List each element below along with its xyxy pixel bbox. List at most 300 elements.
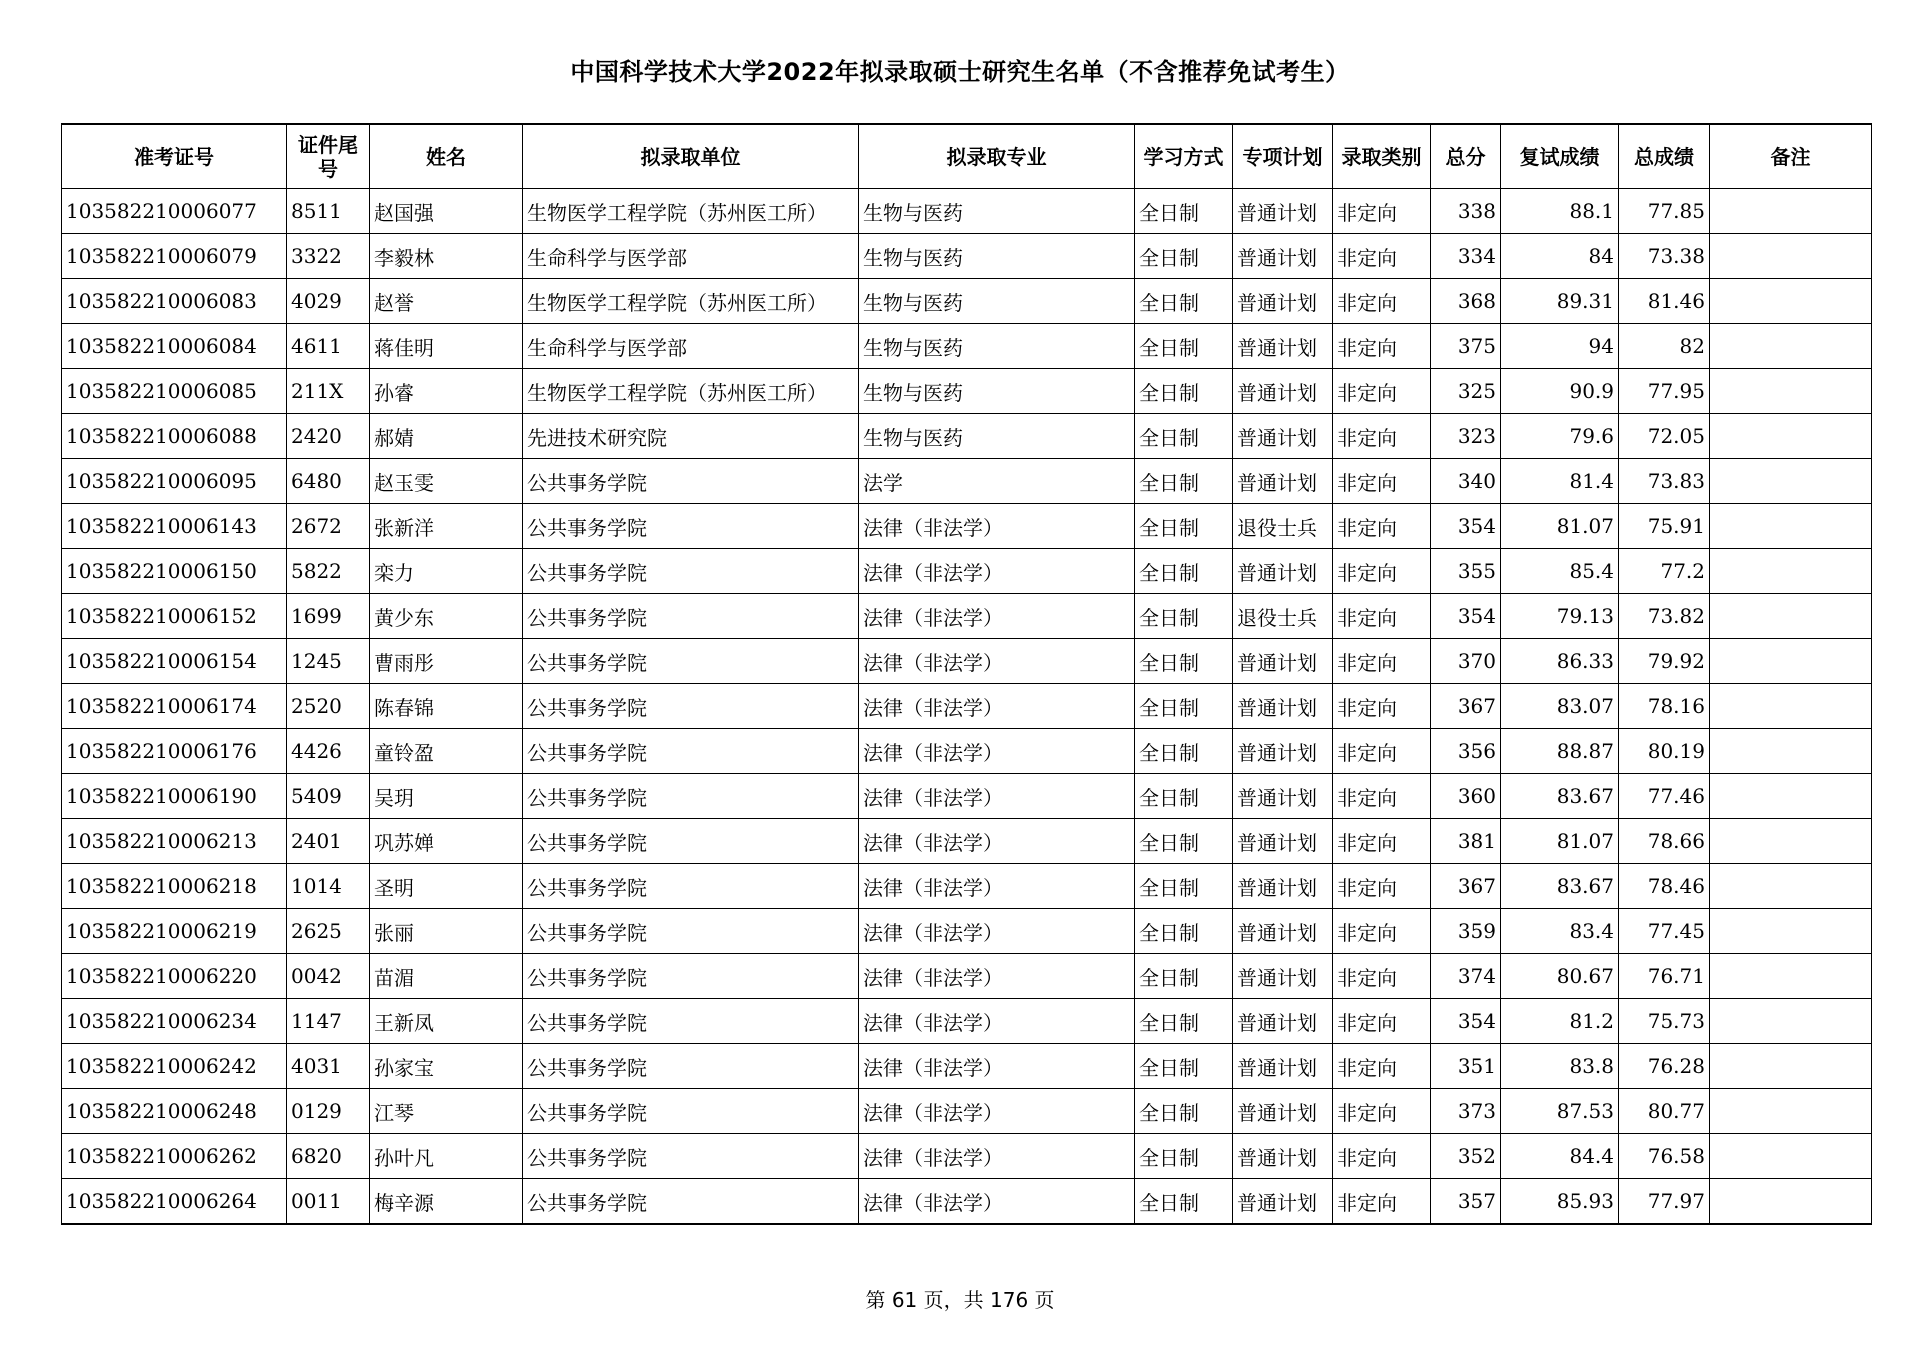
cell-major: 生物与医药 — [859, 324, 1135, 369]
cell-id-tail: 8511 — [287, 189, 370, 234]
cell-name: 陈春锦 — [370, 684, 523, 729]
cell-retest: 84 — [1501, 234, 1619, 279]
cell-retest: 86.33 — [1501, 639, 1619, 684]
cell-remark — [1710, 279, 1872, 324]
cell-name: 巩苏婵 — [370, 819, 523, 864]
cell-remark — [1710, 369, 1872, 414]
cell-retest: 81.4 — [1501, 459, 1619, 504]
cell-unit: 公共事务学院 — [523, 1044, 859, 1089]
cell-exam-id: 103582210006083 — [62, 279, 287, 324]
cell-id-tail: 2672 — [287, 504, 370, 549]
cell-exam-id: 103582210006143 — [62, 504, 287, 549]
cell-unit: 公共事务学院 — [523, 909, 859, 954]
cell-final: 76.71 — [1619, 954, 1710, 999]
cell-unit: 公共事务学院 — [523, 549, 859, 594]
cell-category: 非定向 — [1333, 819, 1431, 864]
cell-exam-id: 103582210006152 — [62, 594, 287, 639]
cell-plan: 普通计划 — [1233, 414, 1333, 459]
cell-major: 法律（非法学） — [859, 594, 1135, 639]
cell-id-tail: 4426 — [287, 729, 370, 774]
cell-plan: 普通计划 — [1233, 369, 1333, 414]
cell-category: 非定向 — [1333, 1134, 1431, 1179]
cell-unit: 公共事务学院 — [523, 459, 859, 504]
cell-category: 非定向 — [1333, 414, 1431, 459]
cell-remark — [1710, 999, 1872, 1044]
cell-plan: 普通计划 — [1233, 279, 1333, 324]
cell-study-mode: 全日制 — [1135, 504, 1233, 549]
cell-id-tail: 5409 — [287, 774, 370, 819]
cell-total: 351 — [1431, 1044, 1501, 1089]
cell-name: 赵誉 — [370, 279, 523, 324]
page-title: 中国科学技术大学2022年拟录取硕士研究生名单（不含推荐免试考生） — [570, 58, 1350, 86]
cell-name: 郝婧 — [370, 414, 523, 459]
cell-name: 张丽 — [370, 909, 523, 954]
cell-unit: 公共事务学院 — [523, 1134, 859, 1179]
table-header-row — [62, 124, 1872, 189]
cell-remark — [1710, 459, 1872, 504]
cell-plan: 普通计划 — [1233, 729, 1333, 774]
cell-major: 法律（非法学） — [859, 639, 1135, 684]
cell-name: 孙家宝 — [370, 1044, 523, 1089]
cell-name: 苗湄 — [370, 954, 523, 999]
cell-exam-id: 103582210006213 — [62, 819, 287, 864]
cell-study-mode: 全日制 — [1135, 909, 1233, 954]
cell-unit: 公共事务学院 — [523, 1179, 859, 1225]
cell-final: 75.73 — [1619, 999, 1710, 1044]
cell-category: 非定向 — [1333, 954, 1431, 999]
header-retest: 复试成绩 — [1501, 124, 1619, 189]
cell-id-tail: 4611 — [287, 324, 370, 369]
cell-total: 370 — [1431, 639, 1501, 684]
cell-retest: 81.2 — [1501, 999, 1619, 1044]
cell-study-mode: 全日制 — [1135, 549, 1233, 594]
cell-final: 77.2 — [1619, 549, 1710, 594]
cell-retest: 87.53 — [1501, 1089, 1619, 1134]
cell-total: 367 — [1431, 864, 1501, 909]
cell-category: 非定向 — [1333, 1179, 1431, 1225]
cell-exam-id: 103582210006219 — [62, 909, 287, 954]
header-final: 总成绩 — [1619, 124, 1710, 189]
cell-total: 375 — [1431, 324, 1501, 369]
cell-remark — [1710, 864, 1872, 909]
cell-category: 非定向 — [1333, 684, 1431, 729]
table-row — [62, 639, 1872, 684]
cell-unit: 公共事务学院 — [523, 594, 859, 639]
cell-unit: 公共事务学院 — [523, 954, 859, 999]
table-row — [62, 549, 1872, 594]
cell-plan: 普通计划 — [1233, 324, 1333, 369]
cell-total: 340 — [1431, 459, 1501, 504]
cell-retest: 83.07 — [1501, 684, 1619, 729]
cell-unit: 公共事务学院 — [523, 1089, 859, 1134]
cell-major: 法律（非法学） — [859, 909, 1135, 954]
cell-id-tail: 6820 — [287, 1134, 370, 1179]
cell-final: 80.77 — [1619, 1089, 1710, 1134]
cell-retest: 83.4 — [1501, 909, 1619, 954]
cell-remark — [1710, 909, 1872, 954]
cell-study-mode: 全日制 — [1135, 1089, 1233, 1134]
cell-final: 77.45 — [1619, 909, 1710, 954]
cell-major: 法律（非法学） — [859, 504, 1135, 549]
cell-name: 黄少东 — [370, 594, 523, 639]
cell-id-tail: 3322 — [287, 234, 370, 279]
cell-category: 非定向 — [1333, 909, 1431, 954]
cell-retest: 84.4 — [1501, 1134, 1619, 1179]
cell-exam-id: 103582210006084 — [62, 324, 287, 369]
cell-total: 355 — [1431, 549, 1501, 594]
cell-retest: 90.9 — [1501, 369, 1619, 414]
table-row — [62, 684, 1872, 729]
table-row — [62, 189, 1872, 234]
cell-retest: 88.1 — [1501, 189, 1619, 234]
table-row — [62, 729, 1872, 774]
cell-final: 72.05 — [1619, 414, 1710, 459]
cell-final: 73.82 — [1619, 594, 1710, 639]
cell-plan: 普通计划 — [1233, 459, 1333, 504]
table-row — [62, 234, 1872, 279]
cell-exam-id: 103582210006174 — [62, 684, 287, 729]
cell-unit: 生物医学工程学院（苏州医工所） — [523, 189, 859, 234]
cell-id-tail: 4031 — [287, 1044, 370, 1089]
cell-id-tail: 1699 — [287, 594, 370, 639]
cell-remark — [1710, 234, 1872, 279]
cell-exam-id: 103582210006264 — [62, 1179, 287, 1225]
table-row — [62, 369, 1872, 414]
cell-exam-id: 103582210006095 — [62, 459, 287, 504]
header-id-tail: 证件尾号 — [287, 124, 370, 189]
cell-plan: 退役士兵 — [1233, 594, 1333, 639]
cell-retest: 79.13 — [1501, 594, 1619, 639]
cell-exam-id: 103582210006262 — [62, 1134, 287, 1179]
cell-name: 栾力 — [370, 549, 523, 594]
cell-unit: 公共事务学院 — [523, 999, 859, 1044]
cell-unit: 生命科学与医学部 — [523, 234, 859, 279]
cell-plan: 普通计划 — [1233, 684, 1333, 729]
cell-major: 法律（非法学） — [859, 1044, 1135, 1089]
table-row — [62, 954, 1872, 999]
cell-plan: 普通计划 — [1233, 954, 1333, 999]
cell-name: 赵国强 — [370, 189, 523, 234]
cell-unit: 公共事务学院 — [523, 729, 859, 774]
cell-total: 354 — [1431, 594, 1501, 639]
cell-study-mode: 全日制 — [1135, 1044, 1233, 1089]
cell-name: 吴玥 — [370, 774, 523, 819]
table-row — [62, 1089, 1872, 1134]
table-row — [62, 819, 1872, 864]
cell-remark — [1710, 639, 1872, 684]
cell-unit: 公共事务学院 — [523, 774, 859, 819]
cell-exam-id: 103582210006218 — [62, 864, 287, 909]
cell-unit: 生命科学与医学部 — [523, 324, 859, 369]
cell-exam-id: 103582210006088 — [62, 414, 287, 459]
cell-final: 75.91 — [1619, 504, 1710, 549]
cell-major: 法学 — [859, 459, 1135, 504]
cell-final: 77.85 — [1619, 189, 1710, 234]
cell-final: 81.46 — [1619, 279, 1710, 324]
cell-final: 78.46 — [1619, 864, 1710, 909]
cell-retest: 83.67 — [1501, 774, 1619, 819]
cell-study-mode: 全日制 — [1135, 234, 1233, 279]
header-plan: 专项计划 — [1233, 124, 1333, 189]
cell-name: 赵玉雯 — [370, 459, 523, 504]
table-row — [62, 324, 1872, 369]
cell-total: 334 — [1431, 234, 1501, 279]
cell-major: 法律（非法学） — [859, 819, 1135, 864]
cell-final: 78.66 — [1619, 819, 1710, 864]
cell-exam-id: 103582210006150 — [62, 549, 287, 594]
table-row — [62, 999, 1872, 1044]
cell-study-mode: 全日制 — [1135, 459, 1233, 504]
cell-major: 法律（非法学） — [859, 954, 1135, 999]
cell-remark — [1710, 549, 1872, 594]
cell-retest: 94 — [1501, 324, 1619, 369]
cell-category: 非定向 — [1333, 189, 1431, 234]
cell-major: 生物与医药 — [859, 234, 1135, 279]
cell-major: 法律（非法学） — [859, 1179, 1135, 1225]
cell-plan: 普通计划 — [1233, 639, 1333, 684]
cell-retest: 81.07 — [1501, 819, 1619, 864]
cell-unit: 先进技术研究院 — [523, 414, 859, 459]
cell-id-tail: 1147 — [287, 999, 370, 1044]
header-exam-id: 准考证号 — [62, 124, 287, 189]
cell-id-tail: 211X — [287, 369, 370, 414]
cell-retest: 85.4 — [1501, 549, 1619, 594]
cell-category: 非定向 — [1333, 549, 1431, 594]
cell-retest: 83.8 — [1501, 1044, 1619, 1089]
cell-total: 367 — [1431, 684, 1501, 729]
cell-category: 非定向 — [1333, 369, 1431, 414]
cell-major: 法律（非法学） — [859, 864, 1135, 909]
header-unit: 拟录取单位 — [523, 124, 859, 189]
cell-plan: 普通计划 — [1233, 189, 1333, 234]
cell-major: 法律（非法学） — [859, 1134, 1135, 1179]
cell-remark — [1710, 594, 1872, 639]
table-row — [62, 504, 1872, 549]
table-row — [62, 1044, 1872, 1089]
cell-remark — [1710, 1134, 1872, 1179]
cell-id-tail: 2420 — [287, 414, 370, 459]
cell-final: 79.92 — [1619, 639, 1710, 684]
cell-total: 338 — [1431, 189, 1501, 234]
table-body — [62, 189, 1872, 1225]
cell-plan: 普通计划 — [1233, 549, 1333, 594]
cell-major: 法律（非法学） — [859, 549, 1135, 594]
cell-name: 童铃盈 — [370, 729, 523, 774]
cell-unit: 公共事务学院 — [523, 819, 859, 864]
cell-exam-id: 103582210006220 — [62, 954, 287, 999]
cell-study-mode: 全日制 — [1135, 999, 1233, 1044]
cell-id-tail: 4029 — [287, 279, 370, 324]
cell-major: 生物与医药 — [859, 369, 1135, 414]
cell-total: 354 — [1431, 999, 1501, 1044]
cell-name: 孙叶凡 — [370, 1134, 523, 1179]
cell-final: 76.28 — [1619, 1044, 1710, 1089]
cell-study-mode: 全日制 — [1135, 594, 1233, 639]
cell-study-mode: 全日制 — [1135, 414, 1233, 459]
cell-final: 78.16 — [1619, 684, 1710, 729]
cell-id-tail: 5822 — [287, 549, 370, 594]
cell-name: 王新凤 — [370, 999, 523, 1044]
cell-remark — [1710, 324, 1872, 369]
cell-category: 非定向 — [1333, 279, 1431, 324]
cell-total: 354 — [1431, 504, 1501, 549]
cell-study-mode: 全日制 — [1135, 954, 1233, 999]
cell-remark — [1710, 504, 1872, 549]
cell-unit: 生物医学工程学院（苏州医工所） — [523, 279, 859, 324]
cell-study-mode: 全日制 — [1135, 819, 1233, 864]
cell-total: 373 — [1431, 1089, 1501, 1134]
cell-study-mode: 全日制 — [1135, 729, 1233, 774]
cell-remark — [1710, 1179, 1872, 1225]
cell-id-tail: 6480 — [287, 459, 370, 504]
cell-exam-id: 103582210006154 — [62, 639, 287, 684]
cell-category: 非定向 — [1333, 1044, 1431, 1089]
cell-category: 非定向 — [1333, 999, 1431, 1044]
cell-category: 非定向 — [1333, 639, 1431, 684]
cell-final: 76.58 — [1619, 1134, 1710, 1179]
cell-name: 孙睿 — [370, 369, 523, 414]
table-row — [62, 594, 1872, 639]
header-remark: 备注 — [1710, 124, 1872, 189]
cell-remark — [1710, 774, 1872, 819]
cell-category: 非定向 — [1333, 459, 1431, 504]
cell-plan: 普通计划 — [1233, 864, 1333, 909]
cell-major: 生物与医药 — [859, 414, 1135, 459]
cell-study-mode: 全日制 — [1135, 774, 1233, 819]
cell-category: 非定向 — [1333, 234, 1431, 279]
cell-category: 非定向 — [1333, 729, 1431, 774]
cell-exam-id: 103582210006079 — [62, 234, 287, 279]
cell-exam-id: 103582210006234 — [62, 999, 287, 1044]
cell-remark — [1710, 684, 1872, 729]
cell-id-tail: 2625 — [287, 909, 370, 954]
header-study-mode: 学习方式 — [1135, 124, 1233, 189]
table-row — [62, 1179, 1872, 1225]
cell-remark — [1710, 729, 1872, 774]
header-total: 总分 — [1431, 124, 1501, 189]
cell-retest: 89.31 — [1501, 279, 1619, 324]
cell-remark — [1710, 1089, 1872, 1134]
cell-plan: 普通计划 — [1233, 1134, 1333, 1179]
cell-retest: 88.87 — [1501, 729, 1619, 774]
cell-unit: 公共事务学院 — [523, 639, 859, 684]
cell-total: 368 — [1431, 279, 1501, 324]
cell-plan: 普通计划 — [1233, 234, 1333, 279]
cell-major: 法律（非法学） — [859, 774, 1135, 819]
cell-category: 非定向 — [1333, 864, 1431, 909]
cell-study-mode: 全日制 — [1135, 324, 1233, 369]
cell-major: 生物与医药 — [859, 279, 1135, 324]
cell-id-tail: 1014 — [287, 864, 370, 909]
cell-id-tail: 2401 — [287, 819, 370, 864]
cell-id-tail: 0011 — [287, 1179, 370, 1225]
cell-total: 359 — [1431, 909, 1501, 954]
cell-final: 82 — [1619, 324, 1710, 369]
cell-total: 325 — [1431, 369, 1501, 414]
cell-plan: 普通计划 — [1233, 1089, 1333, 1134]
cell-remark — [1710, 819, 1872, 864]
cell-remark — [1710, 954, 1872, 999]
cell-study-mode: 全日制 — [1135, 1134, 1233, 1179]
cell-plan: 普通计划 — [1233, 1044, 1333, 1089]
cell-retest: 79.6 — [1501, 414, 1619, 459]
cell-total: 381 — [1431, 819, 1501, 864]
cell-remark — [1710, 414, 1872, 459]
cell-study-mode: 全日制 — [1135, 1179, 1233, 1225]
cell-plan: 普通计划 — [1233, 1179, 1333, 1225]
cell-name: 江琴 — [370, 1089, 523, 1134]
cell-exam-id: 103582210006248 — [62, 1089, 287, 1134]
cell-study-mode: 全日制 — [1135, 279, 1233, 324]
cell-unit: 生物医学工程学院（苏州医工所） — [523, 369, 859, 414]
cell-remark — [1710, 189, 1872, 234]
cell-category: 非定向 — [1333, 504, 1431, 549]
cell-final: 77.46 — [1619, 774, 1710, 819]
table-row — [62, 459, 1872, 504]
cell-category: 非定向 — [1333, 774, 1431, 819]
header-category: 录取类别 — [1333, 124, 1431, 189]
header-major: 拟录取专业 — [859, 124, 1135, 189]
cell-id-tail: 0129 — [287, 1089, 370, 1134]
cell-plan: 退役士兵 — [1233, 504, 1333, 549]
cell-retest: 85.93 — [1501, 1179, 1619, 1225]
page-number: 第 61 页，共 176 页 — [865, 1288, 1055, 1312]
cell-major: 法律（非法学） — [859, 684, 1135, 729]
cell-category: 非定向 — [1333, 1089, 1431, 1134]
table-row — [62, 909, 1872, 954]
table-row — [62, 414, 1872, 459]
cell-retest: 83.67 — [1501, 864, 1619, 909]
cell-id-tail: 1245 — [287, 639, 370, 684]
cell-exam-id: 103582210006242 — [62, 1044, 287, 1089]
cell-total: 323 — [1431, 414, 1501, 459]
cell-major: 法律（非法学） — [859, 1089, 1135, 1134]
cell-unit: 公共事务学院 — [523, 864, 859, 909]
cell-plan: 普通计划 — [1233, 999, 1333, 1044]
cell-total: 357 — [1431, 1179, 1501, 1225]
cell-study-mode: 全日制 — [1135, 639, 1233, 684]
cell-total: 360 — [1431, 774, 1501, 819]
cell-category: 非定向 — [1333, 594, 1431, 639]
cell-id-tail: 0042 — [287, 954, 370, 999]
cell-name: 李毅林 — [370, 234, 523, 279]
table-row — [62, 864, 1872, 909]
cell-plan: 普通计划 — [1233, 819, 1333, 864]
cell-category: 非定向 — [1333, 324, 1431, 369]
cell-major: 法律（非法学） — [859, 729, 1135, 774]
cell-total: 356 — [1431, 729, 1501, 774]
cell-final: 80.19 — [1619, 729, 1710, 774]
cell-plan: 普通计划 — [1233, 774, 1333, 819]
cell-remark — [1710, 1044, 1872, 1089]
cell-retest: 81.07 — [1501, 504, 1619, 549]
cell-total: 352 — [1431, 1134, 1501, 1179]
cell-final: 73.83 — [1619, 459, 1710, 504]
cell-major: 法律（非法学） — [859, 999, 1135, 1044]
cell-id-tail: 2520 — [287, 684, 370, 729]
cell-name: 曹雨彤 — [370, 639, 523, 684]
cell-unit: 公共事务学院 — [523, 684, 859, 729]
cell-final: 77.95 — [1619, 369, 1710, 414]
cell-exam-id: 103582210006190 — [62, 774, 287, 819]
cell-exam-id: 103582210006077 — [62, 189, 287, 234]
cell-study-mode: 全日制 — [1135, 369, 1233, 414]
cell-unit: 公共事务学院 — [523, 504, 859, 549]
cell-total: 374 — [1431, 954, 1501, 999]
cell-major: 生物与医药 — [859, 189, 1135, 234]
cell-study-mode: 全日制 — [1135, 189, 1233, 234]
admission-table — [61, 123, 1872, 1225]
